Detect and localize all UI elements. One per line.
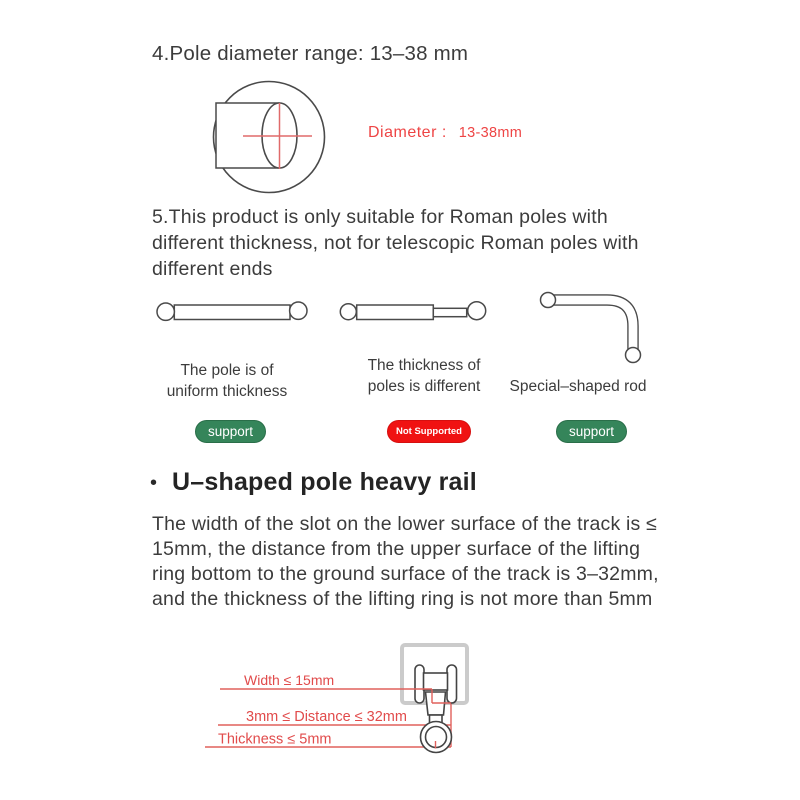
caption-telescopic-pole (353, 355, 495, 397)
diameter-label-value: 13-38mm (458, 125, 523, 141)
rail-dimension-diagram (180, 640, 660, 790)
width-dimension-label: Width ≤ 15mm (244, 672, 335, 688)
thickness-dimension-label: Thickness ≤ 5mm (218, 731, 332, 748)
diameter-label-name: Diameter : (368, 124, 447, 141)
left-roller (415, 665, 424, 703)
caption-telescopic-pole-line2: poles is different (367, 378, 481, 395)
caption-special-rod (496, 376, 660, 397)
pole-diameter-diagram (180, 72, 365, 204)
not-supported-badge-telescopic: Not Supported (387, 420, 471, 443)
heading-roman-poles-note: 5.This product is only suitable for Roman poles with different thickness, not for telescopic Roman poles with different ends (152, 206, 639, 280)
u-rail-heading-row (150, 468, 477, 497)
carriage-axle (424, 673, 448, 690)
caption-uniform-pole (157, 360, 297, 402)
u-rail-paragraph: The width of the slot on the lower surface of the track is ≤ 15mm, the distance from the upper surface of the lifting ring bottom to the ground surface of the track is 3–32mm, and the thickness of the lifting ring is not more than 5mm (152, 513, 659, 610)
caption-uniform-pole-line2: uniform thickness (166, 383, 288, 400)
pole-uniform-thickness (157, 302, 307, 320)
pole-special-shaped (541, 293, 641, 363)
caption-special-rod-line1: Special–shaped rod (509, 378, 647, 395)
pole-different-thickness (340, 302, 485, 320)
support-badge-uniform: support (195, 420, 266, 443)
bullet-icon: • (150, 471, 158, 494)
distance-dimension-label: 3mm ≤ Distance ≤ 32mm (246, 709, 407, 725)
support-badge-special-rod: support (556, 420, 627, 443)
heading-pole-diameter-range: 4.Pole diameter range: 13–38 mm (152, 42, 469, 65)
caption-telescopic-pole-line1: The thickness of (367, 357, 481, 374)
diameter-label (368, 124, 522, 142)
rail-carriage (415, 665, 457, 753)
right-roller (447, 665, 457, 703)
caption-uniform-pole-line1: The pole is of (180, 362, 274, 379)
u-rail-heading: U–shaped pole heavy rail (172, 468, 477, 496)
